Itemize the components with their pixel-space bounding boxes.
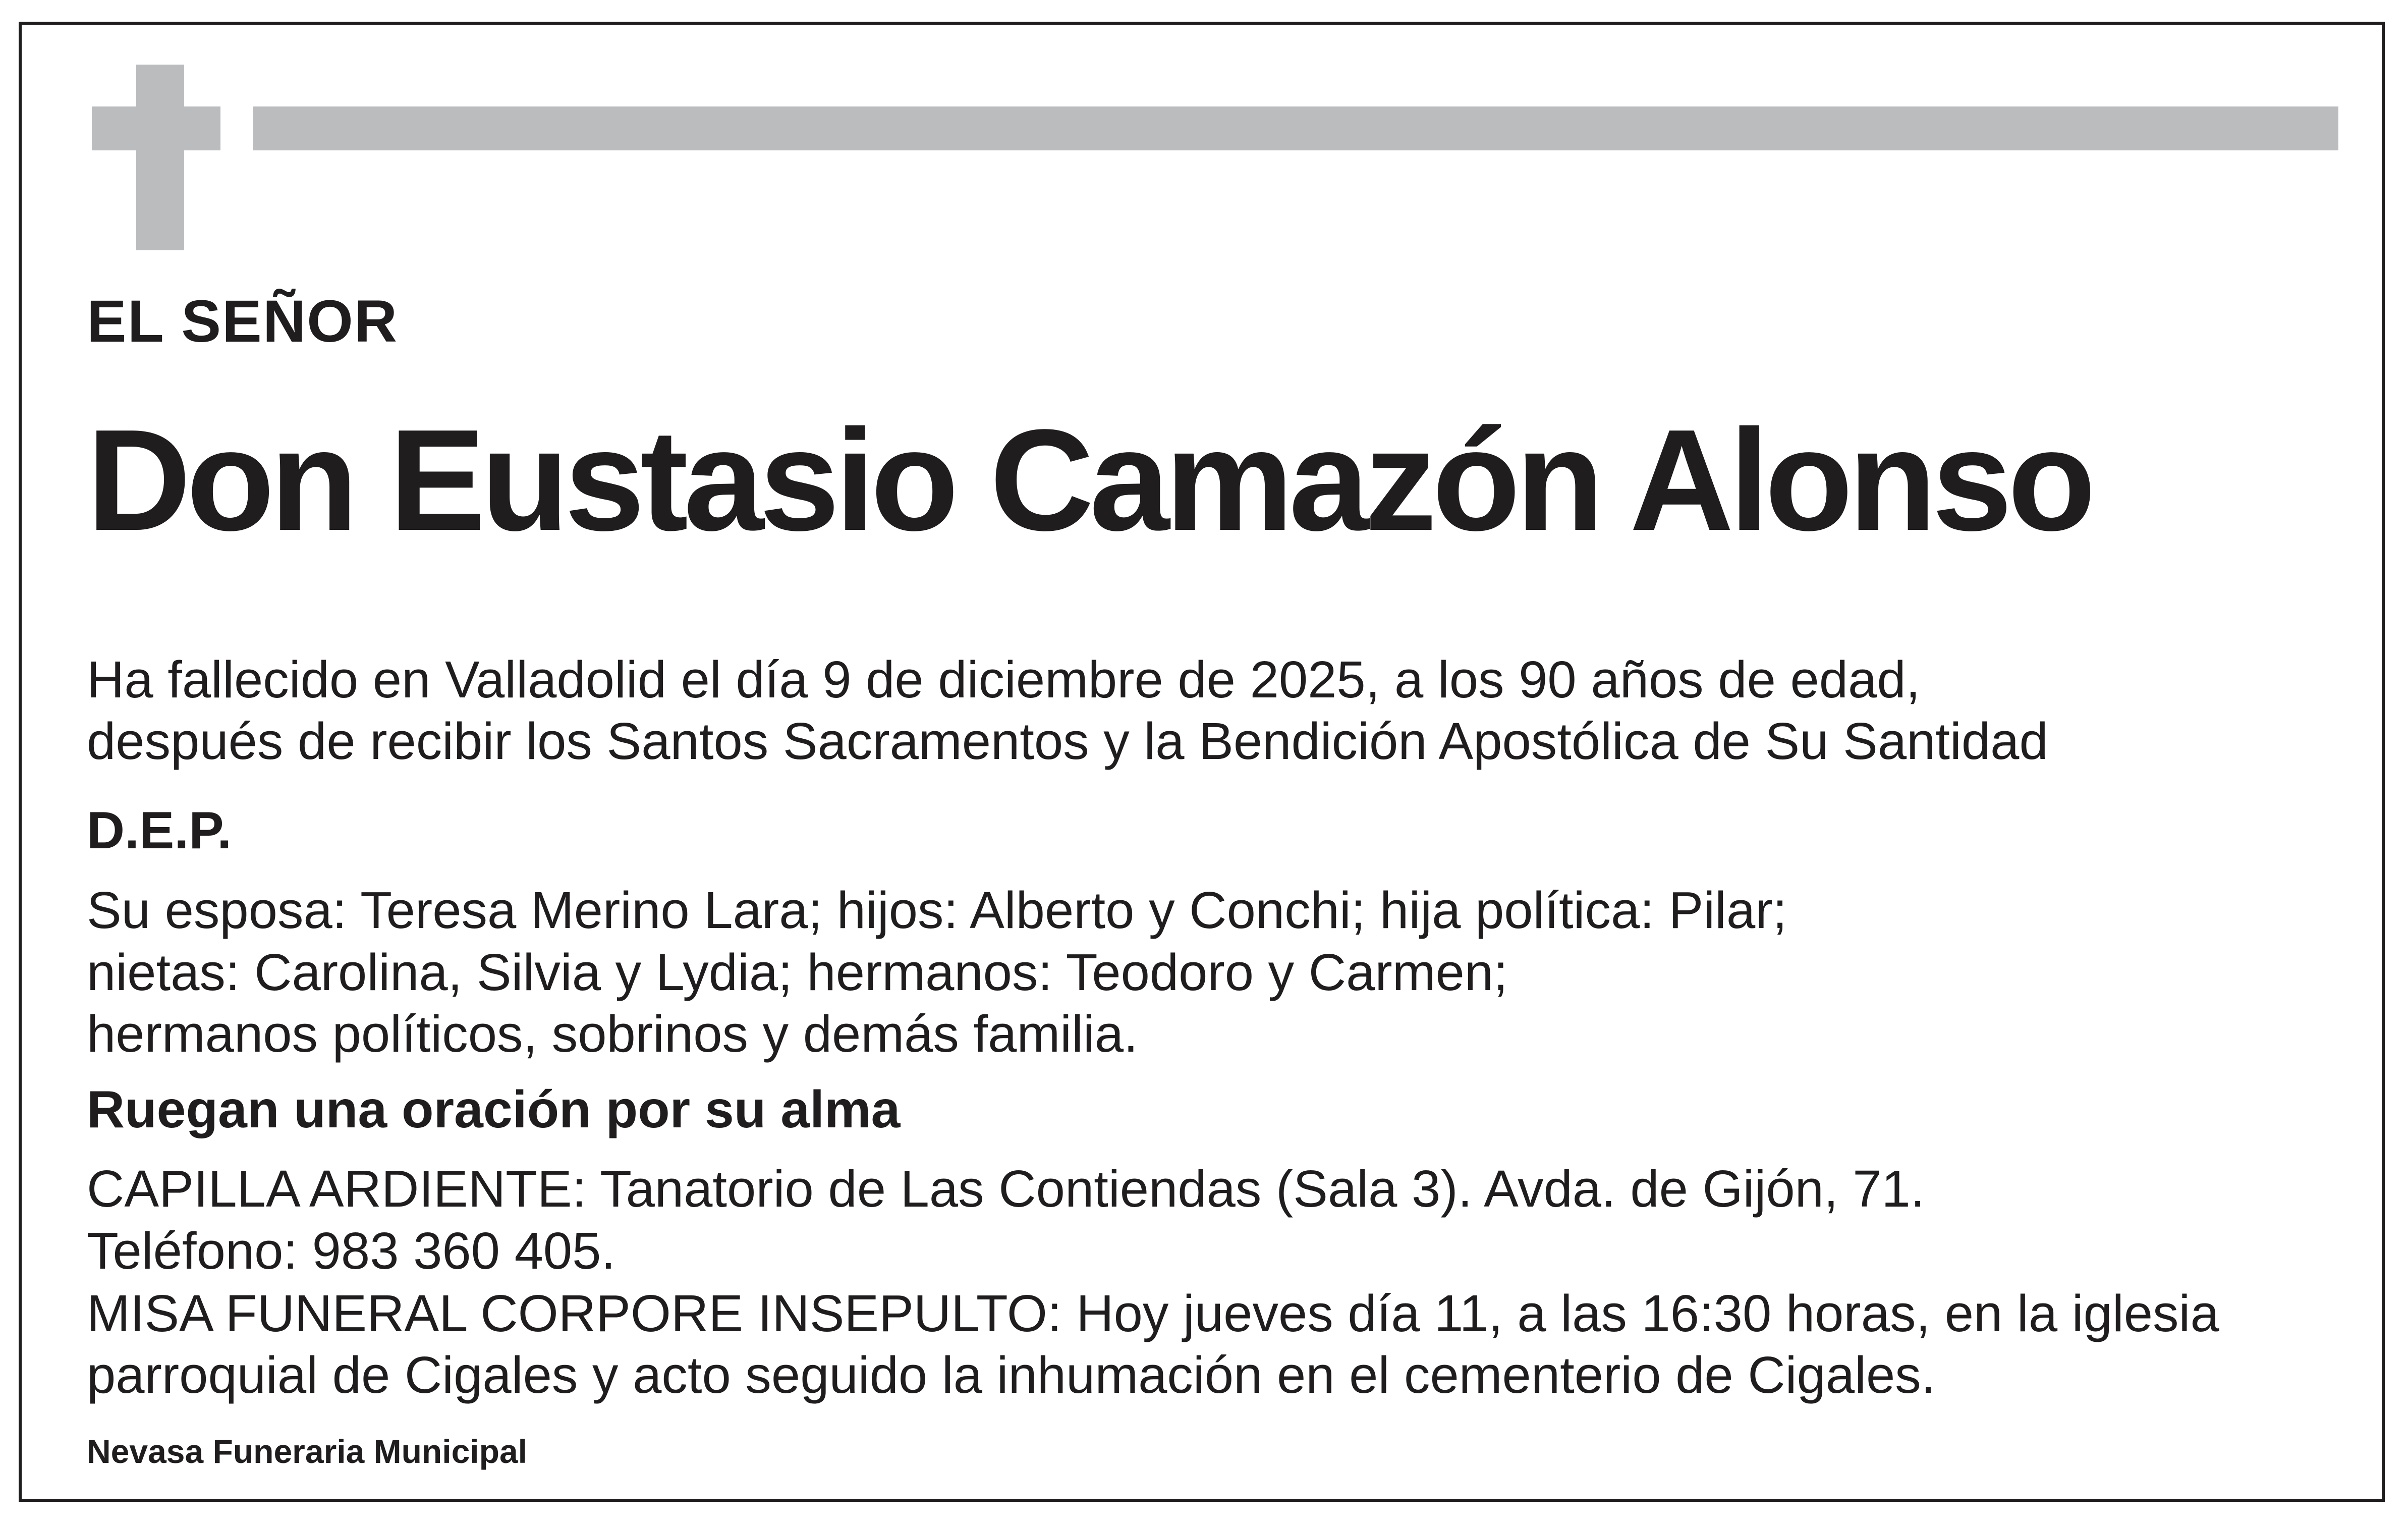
service-line-4: parroquial de Cigales y acto seguido la inhumación en el cementerio de Cigales. [87, 1346, 1936, 1404]
family-line-3: hermanos políticos, sobrinos y demás familia. [87, 1005, 1138, 1063]
death-line-2: después de recibir los Santos Sacramentos y la Bendición Apostólica de Su Santidad [87, 712, 2048, 770]
family-line-2: nietas: Carolina, Silvia y Lydia; hermanos: Teodoro y Carmen; [87, 943, 1508, 1001]
rip-label: D.E.P. [87, 801, 232, 860]
service-line-1: CAPILLA ARDIENTE: Tanatorio de Las Contiendas (Sala 3). Avda. de Gijón, 71. [87, 1160, 1925, 1218]
cross-vertical-bar [136, 65, 184, 250]
funeral-home-name: Nevasa Funeraria Municipal [87, 1433, 527, 1470]
death-line-1: Ha fallecido en Valladolid el día 9 de diciembre de 2025, a los 90 años de edad, [87, 650, 1921, 709]
cross-horizontal-bar [92, 106, 220, 150]
header-rule [253, 106, 2338, 150]
prayer-request: Ruegan una oración por su alma [87, 1080, 901, 1139]
family-line-1: Su esposa: Teresa Merino Lara; hijos: Alberto y Conchi; hija política: Pilar; [87, 881, 1787, 939]
service-line-3: MISA FUNERAL CORPORE INSEPULTO: Hoy jueves día 11, a las 16:30 horas, en la iglesia [87, 1284, 2219, 1342]
service-line-2: Teléfono: 983 360 405. [87, 1222, 616, 1280]
deceased-name: Don Eustasio Camazón Alonso [87, 399, 2092, 561]
preface-label: EL SEÑOR [87, 288, 399, 355]
